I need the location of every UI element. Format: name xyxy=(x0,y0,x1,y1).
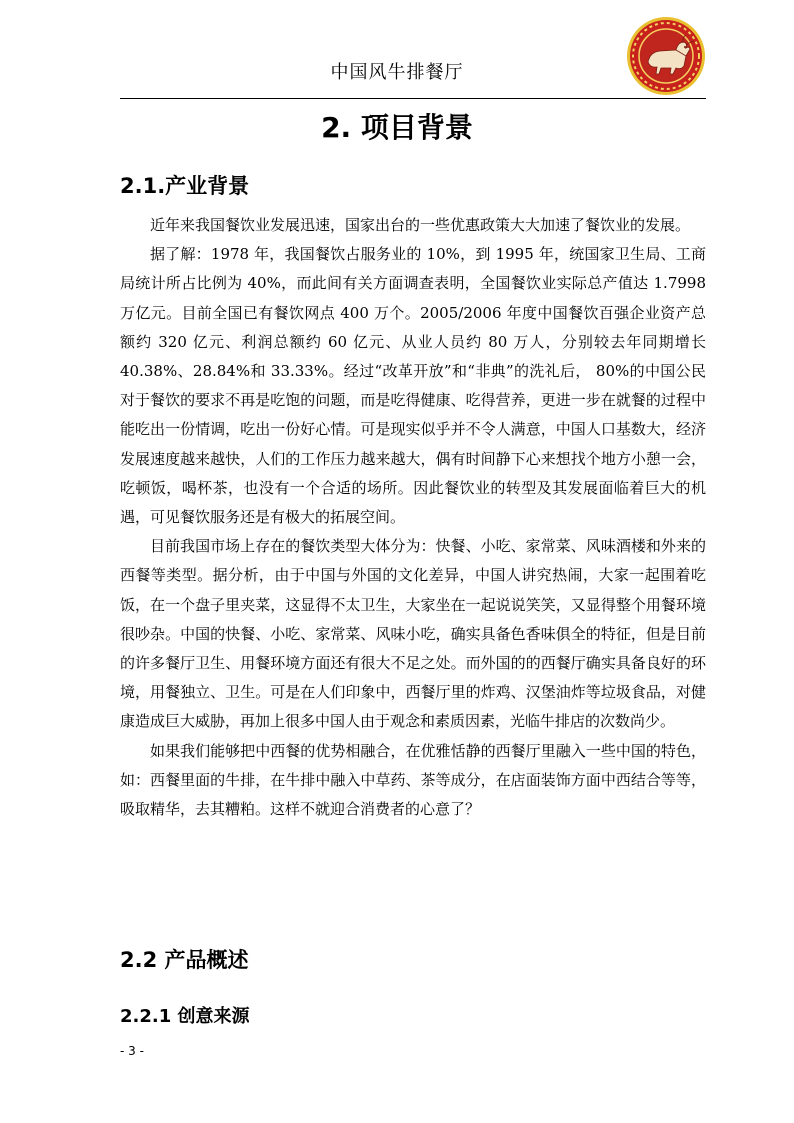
paragraph: 近年来我国餐饮业发展迅速，国家出台的一些优惠政策大大加速了餐饮业的发展。 xyxy=(150,216,691,234)
paragraph: 目前我国市场上存在的餐饮类型大体分为：快餐、小吃、家常菜、风味酒楼和外来的西餐等类型。据分析，由于中国与外国的文化差异，中国人讲究热闹，大家一起围着吃饭，在一个盘子里夹菜，这显得不太卫生，大家坐在一起说说笑笑，又显得整个用餐环境很吵杂。中国的快餐、小吃、家常菜、风味小吃，确实具备色香味俱全的特征，但是目前的许多餐厅卫生、用餐环境方面还有很大不足之处。而外国的的西餐厅确实具备良好的环境，用餐独立、卫生。可是在人们印象中，西餐厅里的炸鸡、汉堡油炸等垃圾食品，对健康造成巨大威胁，再加上很多中国人由于观念和素质因素，光临牛排店的次数尚少。 xyxy=(120,537,706,731)
subsection-title-idea-source: 2.2.1 创意来源 xyxy=(120,1006,250,1027)
paragraph: 如果我们能够把中西餐的优势相融合，在优雅恬静的西餐厅里融入一些中国的特色，如：西餐里面的牛排，在牛排中融入中草药、茶等成分，在店面装饰方面中西结合等等，吸取精华，去其糟粕。这样不就迎合消费者的心意了？ xyxy=(120,741,706,819)
header-divider xyxy=(120,98,706,99)
section-title-industry-background: 2.1.产业背景 xyxy=(120,174,250,198)
bull-emblem-icon xyxy=(626,16,706,96)
section-body xyxy=(120,211,706,824)
paragraph: 据了解：1978 年，我国餐饮占服务业的 10%，到 1995 年，统国家卫生局、工商局统计所占比例为 40%，而此间有关方面调查表明，全国餐饮业实际总产值达 1.7998 万亿元。目前全国已有餐饮网点 400 万个。2005/2006 年度中国餐饮百强企业资产总额约 320 亿元、利润总额约 60 亿元、从业人员约 80 万人，分别较去年同期增长 40.38%、28.84%和 33.33%。经过“改革开放”和“非典”的洗礼后， 80%的中国公民对于餐饮的要求不再是吃饱的问题，而是吃得健康、吃得营养，更进一步在就餐的过程中能吃出一份情调，吃出一份好心情。可是现实似乎并不令人满意，中国人口基数大，经济发展速度越来越快，人们的工作压力越来越大，偶有时间静下心来想找个地方小憩一会，吃顿饭，喝杯茶，也没有一个合适的场所。因此餐饮业的转型及其发展面临着巨大的机遇，可见餐饮服务还是有极大的拓展空间。 xyxy=(120,245,706,527)
header-title: 中国风牛排餐厅 xyxy=(330,62,464,83)
page-number: - 3 - xyxy=(120,1044,144,1058)
chapter-title: 2. 项目背景 xyxy=(321,111,473,144)
section-title-product-overview: 2.2 产品概述 xyxy=(120,948,249,972)
